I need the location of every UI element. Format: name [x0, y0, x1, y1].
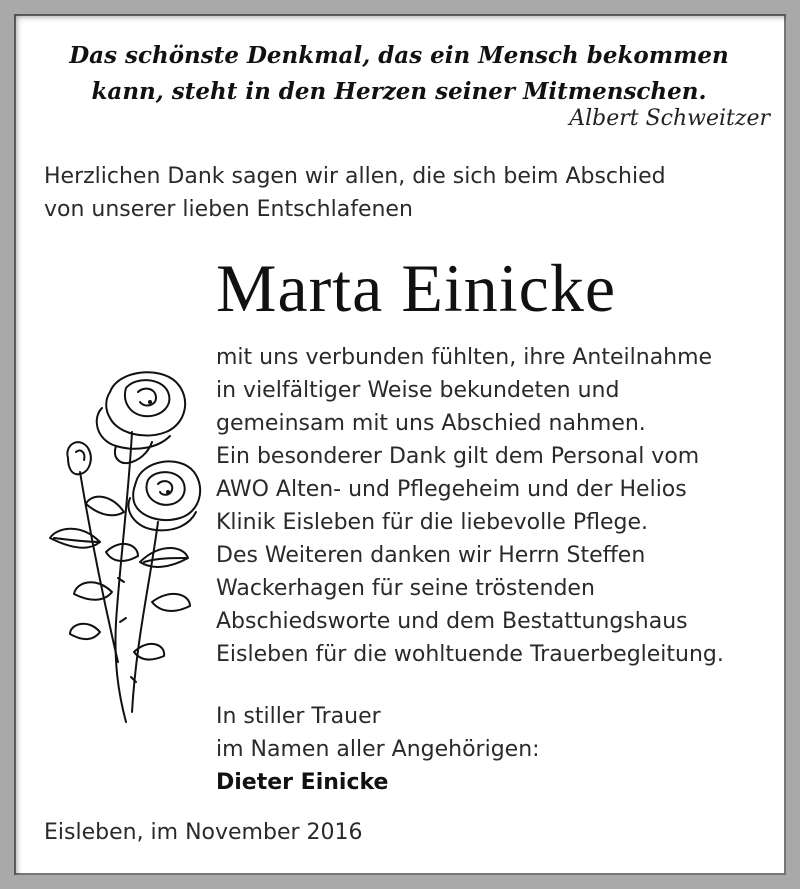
thanks-body	[216, 341, 724, 671]
deceased-name: Marta Einicke	[216, 250, 617, 326]
body-line: in vielfältiger Weise bekundeten und	[216, 378, 620, 403]
intro-line-2: von unserer lieben Entschlafenen	[44, 197, 413, 222]
closing-line-1: In stiller Trauer	[216, 704, 381, 729]
intro-text	[44, 160, 666, 226]
closing-block	[216, 700, 540, 799]
quote-author: Albert Schweitzer	[569, 106, 770, 131]
place-and-date: Eisleben, im November 2016	[44, 820, 363, 845]
rose-illustration-icon	[40, 362, 210, 727]
quote-line-1: Das schönste Denkmal, das ein Mensch bekommen	[69, 42, 729, 69]
body-line: Des Weiteren danken wir Herrn Steffen	[216, 543, 646, 568]
body-line: Klinik Eisleben für die liebevolle Pflege.	[216, 510, 648, 535]
body-line: AWO Alten- und Pflegeheim und der Helios	[216, 477, 687, 502]
body-line: Abschiedsworte und dem Bestattungshaus	[216, 609, 688, 634]
intro-line-1: Herzlichen Dank sagen wir allen, die sich beim Abschied	[44, 164, 666, 189]
body-line: mit uns verbunden fühlten, ihre Anteilnahme	[216, 345, 713, 370]
quote	[30, 38, 768, 110]
quote-line-2: kann, steht in den Herzen seiner Mitmenschen.	[91, 78, 707, 105]
closing-line-2: im Namen aller Angehörigen:	[216, 737, 540, 762]
body-line: gemeinsam mit uns Abschied nahmen.	[216, 411, 646, 436]
body-line: Wackerhagen für seine tröstenden	[216, 576, 595, 601]
body-line: Eisleben für die wohltuende Trauerbegleitung.	[216, 642, 724, 667]
body-line: Ein besonderer Dank gilt dem Personal vom	[216, 444, 700, 469]
signer-name: Dieter Einicke	[216, 770, 389, 795]
